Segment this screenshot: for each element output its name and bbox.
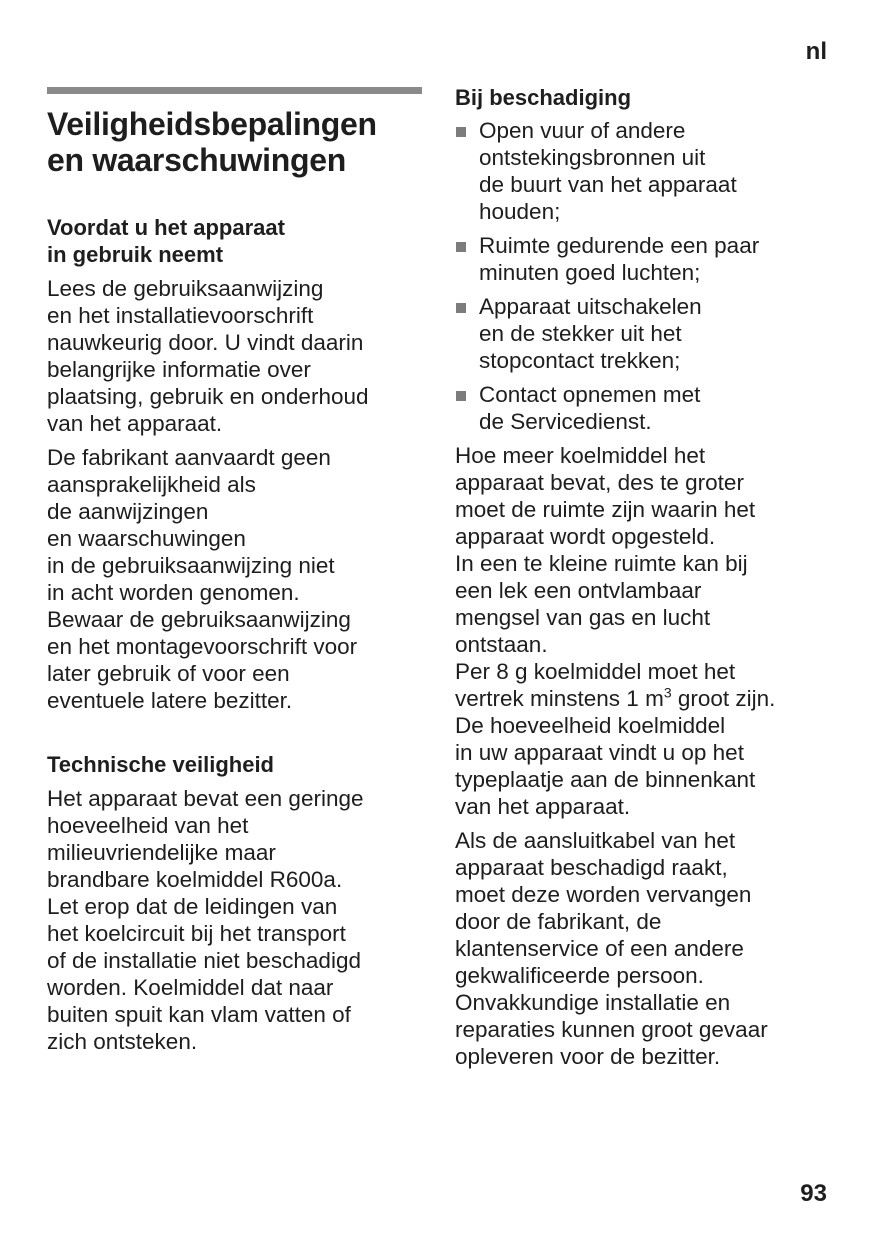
square-bullet-icon <box>456 127 466 137</box>
list-item: Apparaat uitschakelen en de stekker uit het stopcontact trekken; <box>455 293 835 374</box>
list-item: Open vuur of andere ontstekingsbronnen uit de buurt van het apparaat houden; <box>455 117 835 225</box>
page-title: Veiligheidsbepalingen en waarschuwingen <box>47 106 377 178</box>
square-bullet-icon <box>456 242 466 252</box>
language-label: nl <box>805 38 827 65</box>
paragraph-power-cable: Als de aansluitkabel van het apparaat beschadigd raakt, moet deze worden vervangen door de fabrikant, de klantenservice of een andere gekwalificeerde persoon. Onvakkundige installatie en reparaties kunnen groot gevaar opleveren voor de bezitter. <box>455 828 768 1069</box>
title-rule <box>47 87 422 94</box>
list-item: Contact opnemen met de Servicedienst. <box>455 381 835 435</box>
paragraph-refrigerant: Het apparaat bevat een geringe hoeveelheid van het milieuvriendelijke maar brandbare koelmiddel R600a. Let erop dat de leidingen van het koelcircuit bij het transport of de installatie niet beschadigd worden. Koelmiddel dat naar buiten spuit kan vlam vatten of zich ontsteken. <box>47 786 364 1054</box>
paragraph-room-volume: vertrek minstens 1 $m^3$ groot zijn. <box>455 684 776 711</box>
square-bullet-icon <box>456 303 466 313</box>
paragraph-room-size: Hoe meer koelmiddel het apparaat bevat, des te groter moet de ruimte zijn waarin het apparaat wordt opgesteld. In een te kleine ruimte kan bij een lek een ontvlambaar mengsel van gas en lucht ontstaan. Per 8 g koelmiddel moet het <box>455 443 756 684</box>
paragraph-type-plate: De hoeveelheid koelmiddel in uw apparaat vindt u op het typeplaatje aan de binnenkant van het apparaat. <box>455 713 756 819</box>
section-heading-before-use: Voordat u het apparaat in gebruik neemt <box>47 215 285 267</box>
section-heading-damage: Bij beschadiging <box>455 85 632 110</box>
damage-steps-list <box>455 117 835 435</box>
section-heading-technical-safety: Technische veiligheid <box>47 752 274 777</box>
square-bullet-icon <box>456 391 466 401</box>
paragraph-liability: De fabrikant aanvaardt geen aansprakelijkheid als de aanwijzingen en waarschuwingen in de gebruiksaanwijzing niet in acht worden genomen. Bewaar de gebruiksaanwijzing en het montagevoorschrift voor later gebruik of voor een eventuele latere bezitter. <box>47 445 358 713</box>
paragraph-read-instructions: Lees de gebruiksaanwijzing en het installatievoorschrift nauwkeurig door. U vindt daarin belangrijke informatie over plaatsing, gebruik en onderhoud van het apparaat. <box>47 276 369 436</box>
right-column <box>455 84 835 1077</box>
left-column <box>47 84 422 1062</box>
list-item: Ruimte gedurende een paar minuten goed luchten; <box>455 232 835 286</box>
page-number: 93 <box>800 1180 827 1207</box>
